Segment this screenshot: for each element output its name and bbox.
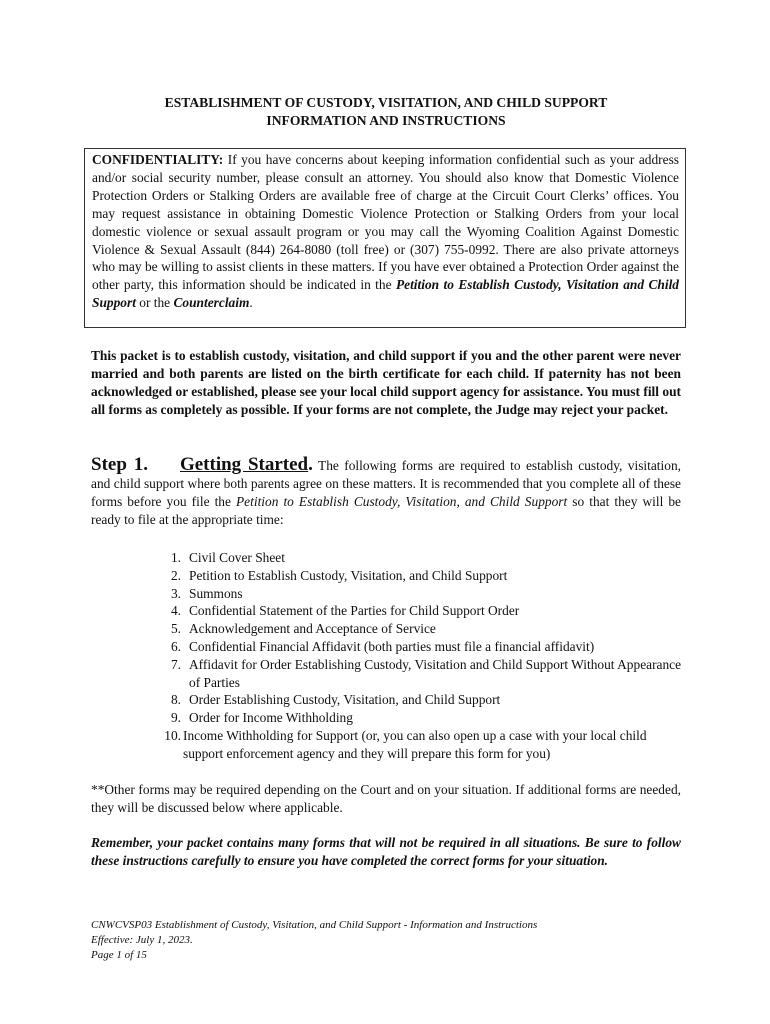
title-line-2: INFORMATION AND INSTRUCTIONS	[266, 113, 506, 128]
list-item	[152, 567, 682, 585]
confidentiality-end: .	[249, 295, 253, 311]
list-item-text: Affidavit for Order Establishing Custody, Visitation and Child Support Without Appearance of Parties	[189, 656, 682, 690]
page-footer	[91, 918, 681, 963]
packet-notice: This packet is to establish custody, visitation, and child support if you and the other parent were never married and both parents are listed on the birth certificate for each child. If paternity has not been acknowledged or established, please see your local child support agency for assistance. You must fill out all forms as completely as possible. If your forms are not complete, the Judge may reject your packet.	[91, 348, 681, 417]
step-1-paragraph	[91, 456, 681, 529]
title-line-1: ESTABLISHMENT OF CUSTODY, VISITATION, AND CHILD SUPPORT	[164, 95, 608, 110]
list-item	[152, 727, 682, 763]
list-item-text: Order Establishing Custody, Visitation, and Child Support	[189, 692, 501, 708]
list-item-number: 1.	[170, 550, 181, 565]
confidentiality-or-text: or the	[135, 295, 174, 311]
confidentiality-box	[84, 148, 686, 328]
list-item	[152, 602, 682, 620]
list-item-text: Order for Income Withholding	[189, 710, 353, 726]
step-1-text: The following forms are required to establish custody, visitation, and child support where both parents agree on these matters. It is recommended that you complete all of these forms before you file the	[91, 458, 681, 509]
step-1-heading: Getting Started	[179, 454, 309, 475]
list-item-text: Confidential Financial Affidavit (both parties must file a financial affidavit)	[189, 638, 595, 654]
list-item-text: Income Withholding for Support (or, you can also open up a case with your local child support enforcement agency and they will prepare this form for you)	[183, 727, 647, 761]
list-item-number: 5.	[170, 621, 181, 637]
step-1-heading-period: .	[308, 454, 313, 475]
list-item	[152, 585, 682, 603]
footer-effective-date: Effective: July 1, 2023.	[91, 934, 193, 946]
step-1-petition-ref: Petition to Establish Custody, Visitation, and Child Support	[236, 494, 568, 509]
list-item	[152, 691, 682, 709]
footer-form-id: CNWCVSP03 Establishment of Custody, Visitation, and Child Support - Information and Instructions	[91, 919, 538, 931]
list-item	[152, 549, 682, 567]
list-item-text: Acknowledgement and Acceptance of Service	[189, 621, 436, 637]
confidentiality-label: CONFIDENTIALITY:	[92, 152, 224, 167]
list-item-number: 2.	[170, 567, 181, 583]
confidentiality-petition-ref: Petition to Establish Custody, Visitation and Child Support	[92, 277, 680, 311]
list-item-number: 6.	[170, 638, 181, 654]
step-1-end: so that they will be ready to file at the appropriate time:	[91, 494, 681, 527]
list-item-number: 4.	[170, 603, 181, 619]
confidentiality-counterclaim-ref: Counterclaim	[173, 295, 250, 311]
list-item	[152, 709, 682, 727]
step-1-number: Step 1.	[91, 454, 148, 475]
list-item-text: Summons	[189, 585, 243, 601]
confidentiality-paragraph	[92, 151, 679, 312]
list-item-number: 8.	[170, 692, 181, 708]
list-item-number: 7.	[170, 656, 181, 672]
remember-note: Remember, your packet contains many forms that will not be required in all situations. Be sure to follow these instructions carefully to ensure you have completed the correct forms for your situation.	[91, 835, 681, 868]
required-forms-list	[152, 549, 682, 763]
list-item	[152, 656, 682, 692]
document-title	[90, 94, 682, 130]
footer-page-number: Page 1 of 15	[91, 949, 147, 961]
list-item-number: 10.	[164, 727, 181, 743]
list-item	[152, 638, 682, 656]
confidentiality-text: If you have concerns about keeping information confidential such as your address and/or social security number, please consult an attorney. You should also know that Domestic Violence Protection Orders or Stalking Orders are available free of charge at the Circuit Court Clerks’ offices. You may request assistance in obtaining Domestic Violence Protection or Stalking Orders from your local domestic violence or sexual assault program or you may call the Wyoming Coalition Against Domestic Violence & Sexual Assault (844) 264-8080 (toll free) or (307) 755-0992. There are also private attorneys who may be willing to assist clients in these matters. If you have ever obtained a Protection Order against the other party, this information should be indicated in the	[92, 152, 679, 293]
list-item-text: Petition to Establish Custody, Visitation, and Child Support	[189, 567, 508, 583]
list-item-text: Civil Cover Sheet	[189, 550, 285, 565]
list-item	[152, 620, 682, 638]
list-item-number: 9.	[170, 710, 181, 726]
list-item-number: 3.	[170, 585, 181, 601]
list-item-text: Confidential Statement of the Parties for Child Support Order	[189, 603, 520, 619]
other-forms-note: **Other forms may be required depending on the Court and on your situation. If additional forms are needed, they will be discussed below where applicable.	[91, 782, 681, 815]
